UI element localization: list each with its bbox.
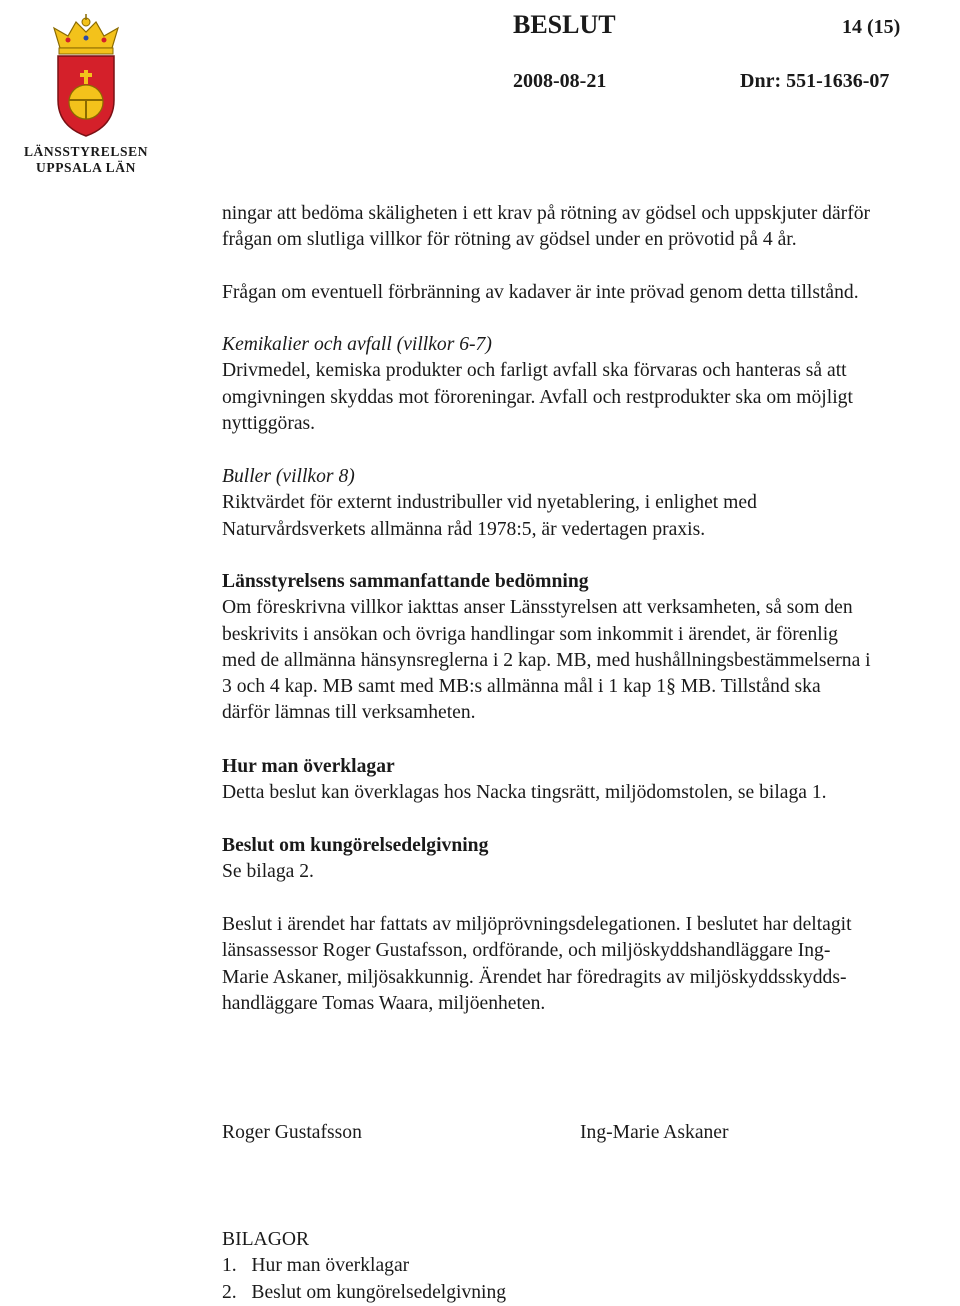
signature-officer: Ing-Marie Askaner — [580, 1122, 729, 1143]
text-line: beskrivits i ansökan och övriga handlingar som inkommit i ärendet, är förenlig — [222, 623, 838, 645]
text-line: Marie Askaner, miljösakkunnig. Ärendet har föredragits av miljöskyddsskydds- — [222, 966, 847, 988]
text-line: Frågan om eventuell förbränning av kadaver är inte prövad genom detta tillstånd. — [222, 282, 859, 303]
text-line: Detta beslut kan överklagas hos Nacka tingsrätt, miljödomstolen, se bilaga 1. — [222, 782, 827, 804]
intro-paragraph — [222, 201, 960, 254]
text-line: Riktvärdet för externt industribuller vid nyetablering, i enlighet med — [222, 492, 757, 514]
appeal-section — [222, 754, 960, 807]
text-line: med de allmänna hänsynsreglerna i 2 kap. MB, med hushållningsbestämmelserna i — [222, 649, 871, 671]
text-line: Drivmedel, kemiska produkter och farligt avfall ska förvaras och hanteras så att — [222, 360, 847, 382]
text-line: Om föreskrivna villkor iakttas anser Länsstyrelsen att verksamheten, så som den — [222, 597, 853, 619]
summary-heading: Länsstyrelsens sammanfattande bedömning — [222, 571, 589, 592]
logo-text-line1: LÄNSSTYRELSEN — [23, 144, 149, 159]
summary-section — [222, 569, 960, 727]
text-line: därför lämnas till verksamheten. — [222, 702, 476, 724]
county-board-logo — [18, 14, 154, 184]
text-line: länsassessor Roger Gustafsson, ordförande, och miljöskyddshandläggare Ing- — [222, 940, 831, 962]
signature-chair: Roger Gustafsson — [222, 1122, 362, 1143]
chemicals-heading: Kemikalier och avfall (villkor 6-7) — [222, 334, 492, 355]
noise-heading: Buller (villkor 8) — [222, 466, 355, 487]
text-line: ningar att bedöma skäligheten i ett krav på rötning av gödsel och uppskjuter därför — [222, 203, 871, 224]
coat-of-arms-icon — [46, 14, 126, 144]
document-reference-number: Dnr: 551-1636-07 — [740, 70, 890, 92]
attachment-item: 2. Beslut om kungörelsedelgivning — [222, 1281, 507, 1303]
logo-text-line2: UPPSALA LÄN — [36, 160, 136, 175]
document-type: BESLUT — [513, 10, 616, 39]
text-line: Beslut i ärendet har fattats av miljöprövningsdelegationen. I beslutet har deltagit — [222, 914, 852, 935]
attachments-heading: BILAGOR — [222, 1229, 310, 1250]
attachment-item: 1. Hur man överklagar — [222, 1255, 410, 1277]
document-date: 2008-08-21 — [513, 70, 607, 92]
chemicals-section — [222, 332, 960, 437]
notice-heading: Beslut om kungörelsedelgivning — [222, 835, 489, 856]
text-line: Se bilaga 2. — [222, 861, 314, 883]
text-line: omgivningen skyddas mot föroreningar. Avfall och restprodukter ska om möjligt — [222, 386, 853, 408]
kadaver-paragraph — [222, 280, 960, 306]
attachments-section — [222, 1227, 960, 1306]
decision-paragraph — [222, 912, 960, 1017]
notice-section — [222, 833, 960, 886]
appeal-heading: Hur man överklagar — [222, 756, 395, 777]
text-line: 3 och 4 kap. MB samt med MB:s allmänna mål i 1 kap 1§ MB. Tillstånd ska — [222, 676, 821, 698]
noise-section — [222, 464, 960, 543]
text-line: handläggare Tomas Waara, miljöenheten. — [222, 992, 546, 1014]
text-line: frågan om slutliga villkor för rötning av gödsel under en prövotid på 4 år. — [222, 229, 797, 251]
text-line: Naturvårdsverkets allmänna råd 1978:5, är vedertagen praxis. — [222, 518, 706, 540]
text-line: nyttiggöras. — [222, 412, 316, 434]
page-number: 14 (15) — [842, 16, 901, 38]
